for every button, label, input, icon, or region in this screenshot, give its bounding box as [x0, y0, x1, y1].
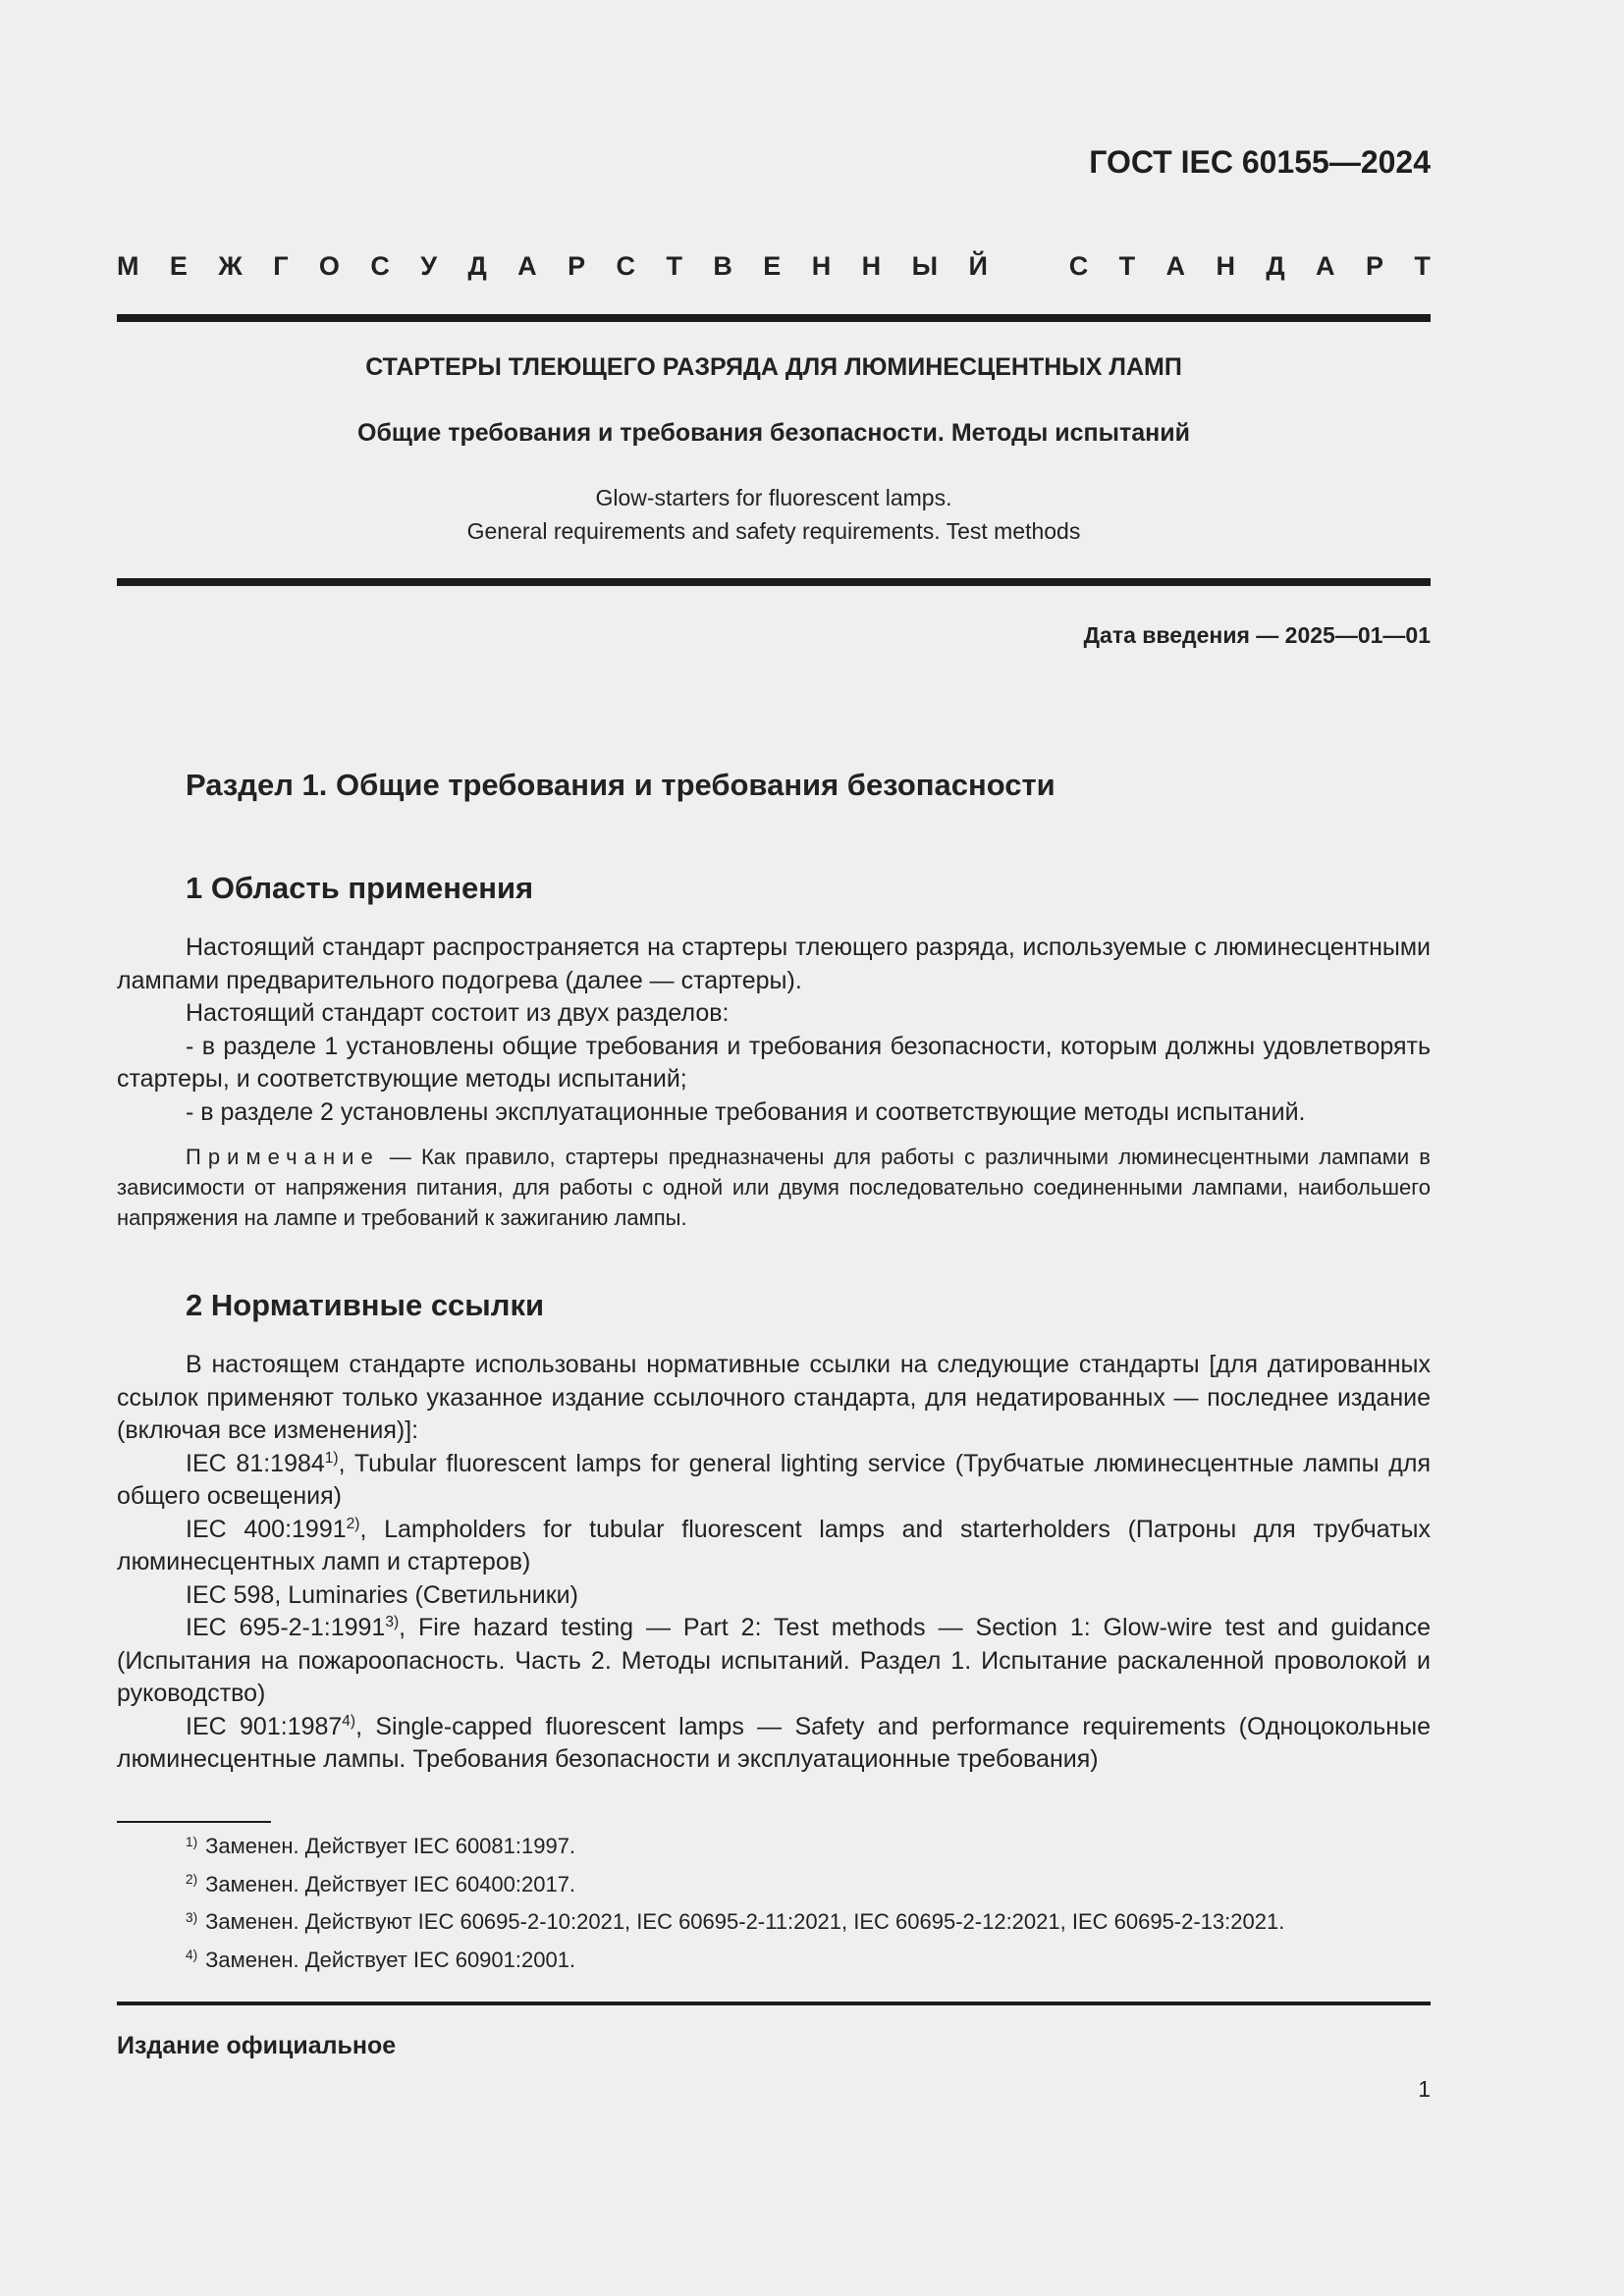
note-text: — Как правило, стартеры предназначены для работы с различными люминесцентными лампами в зависимости от напряжения питания, для работы с одной или двумя последовательно соединенными лампами, наибольшего напряжения на лампе и требований к зажиганию лампы.: [117, 1145, 1431, 1230]
banner-letter: Т: [666, 251, 682, 281]
page-number: 1: [1418, 2076, 1431, 2102]
banner-letter: Ы: [911, 251, 939, 281]
clause-2-body: [117, 1349, 1431, 1777]
reference-item: IEC 901:1987$^{4)}$, Single-capped fluorescent lamps — Safety and performance requirements (Одноцокольные люминесцентные лампы. Требования безопасности и эксплуатационные требования): [117, 1712, 1431, 1773]
banner-letter: А: [1165, 251, 1186, 281]
banner-letter: Д: [467, 251, 487, 281]
banner-letter: Т: [1118, 251, 1136, 281]
footnote-item: $^{3)}$ Заменен. Действуют IEC 60695-2-10:2021, IEC 60695-2-11:2021, IEC 60695-2-12:2021, IEC 60695-2-13:2021.: [186, 1909, 1285, 1934]
note-label: Примечание: [186, 1145, 380, 1169]
reference-item: IEC 598, Luminaries (Светильники): [186, 1580, 578, 1609]
english-title-line-2: General requirements and safety requirements. Test methods: [466, 518, 1081, 544]
effective-date: Дата введения — 2025—01—01: [1083, 622, 1431, 648]
banner-letter: В: [713, 251, 732, 281]
clause-1-note: [117, 1142, 1431, 1233]
banner-letter: Д: [1266, 251, 1285, 281]
banner-letter: Г: [273, 251, 289, 281]
banner-letter: Е: [169, 251, 188, 281]
english-title-line-1: Glow-starters for fluorescent lamps.: [595, 485, 952, 510]
banner-letter: М: [117, 251, 139, 281]
clause-1-body: [117, 932, 1431, 1129]
standard-type-banner: [117, 251, 1431, 282]
document-subtitle: Общие требования и требования безопасности. Методы испытаний: [357, 419, 1190, 447]
banner-letter: Р: [568, 251, 586, 281]
footnote-separator: [117, 1821, 271, 1823]
clause-1-paragraph: Настоящий стандарт распространяется на стартеры тлеющего разряда, используемые с люминесцентными лампами предварительного подогрева (далее — стартеры).: [117, 934, 1431, 994]
banner-letter: Р: [1365, 251, 1383, 281]
banner-letter: Н: [861, 251, 882, 281]
title-bottom-rule: [117, 578, 1431, 586]
clause-2-intro: В настоящем стандарте использованы нормативные ссылки на следующие стандарты [для датированных ссылок применяют только указанное издание ссылочного стандарта, для недатированных — последнее издание (включая все изменения)]:: [117, 1351, 1431, 1444]
banner-letter: С: [370, 251, 390, 281]
document-title: СТАРТЕРЫ ТЛЕЮЩЕГО РАЗРЯДА ДЛЯ ЛЮМИНЕСЦЕНТНЫХ ЛАМП: [365, 353, 1182, 381]
banner-letter: А: [1316, 251, 1335, 281]
clause-1-heading: 1 Область применения: [186, 871, 534, 905]
top-rule: [117, 314, 1431, 322]
footnote-item: $^{1)}$ Заменен. Действует IEC 60081:1997.: [186, 1834, 576, 1858]
banner-letter: О: [318, 251, 340, 281]
banner-gap: [1018, 251, 1038, 282]
official-edition-label: Издание официальное: [117, 2032, 397, 2059]
clause-2-heading: 2 Нормативные ссылки: [186, 1288, 545, 1322]
document-number: ГОСТ IEC 60155—2024: [1089, 144, 1431, 180]
banner-letter: Т: [1414, 251, 1431, 281]
reference-item: IEC 81:1984$^{1)}$, Tubular fluorescent lamps for general lighting service (Трубчатые люминесцентные лампы для общего освещения): [117, 1449, 1431, 1510]
footnote-item: $^{2)}$ Заменен. Действует IEC 60400:2017.: [186, 1871, 576, 1896]
clause-1-paragraph: - в разделе 1 установлены общие требования и требования безопасности, которым должны удовлетворять стартеры, и соответствующие методы испытаний;: [117, 1032, 1431, 1093]
banner-letter: Н: [1216, 251, 1235, 281]
section-heading: Раздел 1. Общие требования и требования безопасности: [186, 768, 1056, 802]
clause-1-paragraph: Настоящий стандарт состоит из двух разделов:: [186, 999, 730, 1027]
banner-letter: С: [616, 251, 636, 281]
banner-letter: Ж: [218, 251, 243, 281]
footnotes: [186, 1828, 1284, 1979]
footer-rule: [117, 2002, 1431, 2005]
banner-letter: Е: [763, 251, 782, 281]
reference-item: IEC 695-2-1:1991$^{3)}$, Fire hazard testing — Part 2: Test methods — Section 1: Glow-wire test and guidance (Испытания на пожароопасность. Часть 2. Методы испытаний. Раздел 1. Испытание раскаленной проволокой и руководство): [117, 1614, 1431, 1707]
banner-letter: У: [420, 251, 438, 281]
banner-letter: А: [517, 251, 537, 281]
english-title: [117, 481, 1431, 548]
reference-item: IEC 400:1991$^{2)}$, Lampholders for tubular fluorescent lamps and starterholders (Патроны для трубчатых люминесцентных ламп и стартеров): [117, 1515, 1431, 1575]
footnote-item: $^{4)}$ Заменен. Действует IEC 60901:2001.: [186, 1947, 576, 1972]
clause-1-paragraph: - в разделе 2 установлены эксплуатационные требования и соответствующие методы испытаний.: [186, 1097, 1306, 1126]
banner-letter: Н: [811, 251, 832, 281]
banner-letter: С: [1068, 251, 1089, 281]
banner-letter: Й: [968, 251, 988, 281]
